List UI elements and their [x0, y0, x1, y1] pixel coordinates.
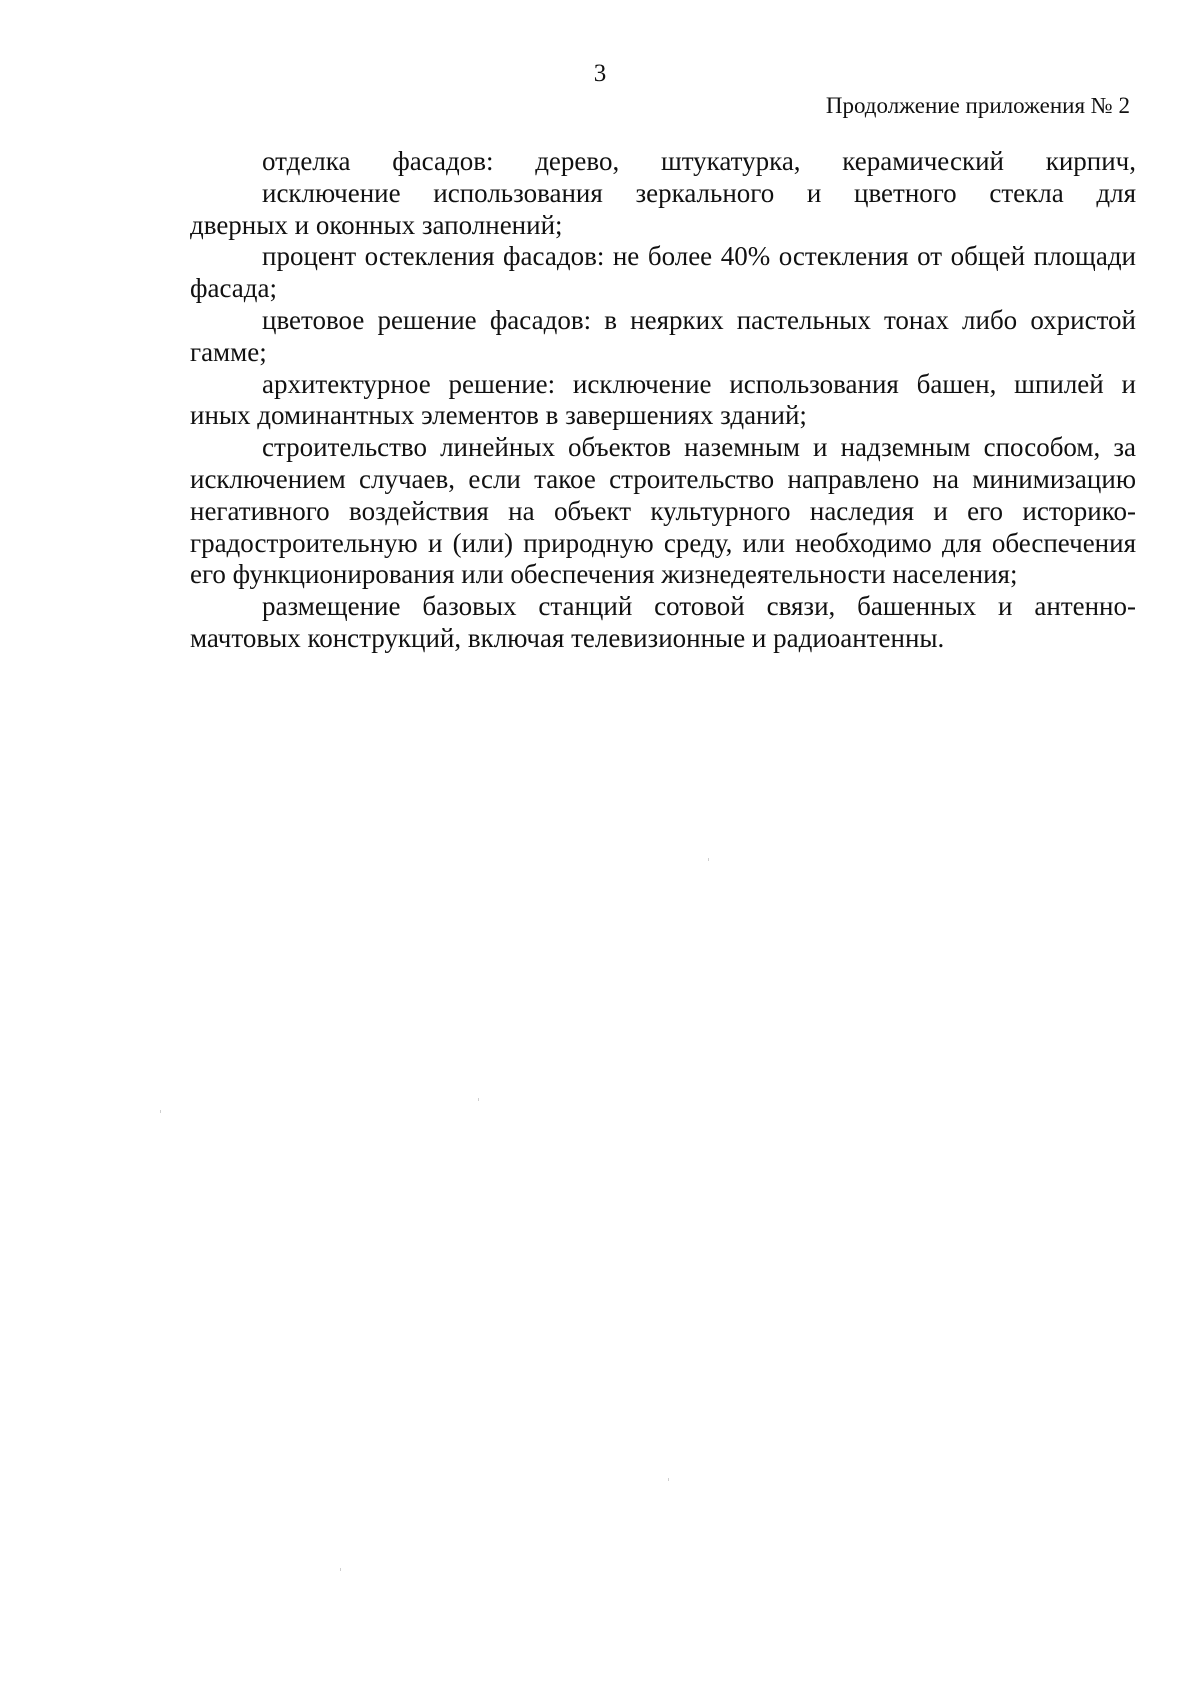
paragraph-architectural-solution: архитектурное решение: исключение использования башен, шпилей и иных доминантных элементов в завершениях зданий;: [190, 368, 1136, 431]
document-body: [190, 146, 1136, 655]
scan-speck: [708, 858, 709, 861]
appendix-continuation-note: Продолжение приложения № 2: [825, 93, 1130, 118]
paragraph-glazing-percentage: процент остекления фасадов: не более 40% остекления от общей площади фасада;: [190, 241, 1136, 304]
scan-speck: [340, 1568, 341, 1571]
paragraph-facade-finishing: [190, 146, 1136, 241]
paragraph-facade-color: цветовое решение фасадов: в неярких пастельных тонах либо охристой гамме;: [190, 304, 1136, 367]
paragraph-linear-objects: строительство линейных объектов наземным и надземным способом, за исключением случаев, если такое строительство направлено на минимизацию негативного воздействия на объект культурного наследия и его историко-градостроительную и (или) природную среду, или необходимо для обеспечения его функционирования или обеспечения жизнедеятельности населения;: [190, 432, 1136, 590]
text-line: дверных и оконных заполнений;: [190, 209, 563, 240]
paragraph-cellular-stations: размещение базовых станций сотовой связи, башенных и антенно-мачтовых конструкций, включая телевизионные и радиоантенны.: [190, 591, 1136, 653]
text-line: отделка фасадов: дерево, штукатурка, керамический кирпич,: [262, 146, 1136, 176]
scan-speck: [478, 1098, 479, 1101]
page-number: 3: [593, 60, 607, 87]
scan-speck: [668, 1478, 669, 1481]
text-line: исключение использования зеркального и цветного стекла для: [262, 177, 1136, 208]
scan-speck: [160, 1110, 161, 1113]
